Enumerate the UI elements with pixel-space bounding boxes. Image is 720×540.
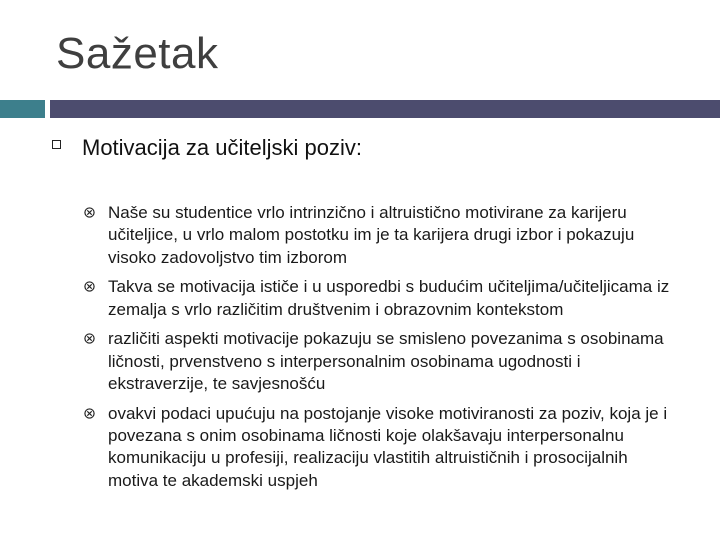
circled-x-bullet-icon — [84, 202, 108, 218]
sub-bullet-item — [84, 328, 674, 395]
sub-bullet-item — [84, 403, 674, 493]
sub-bullet-item — [84, 276, 674, 321]
sub-bullet-text: Takva se motivacija ističe i u usporedbi s budućim učiteljima/učiteljicama iz zemalja s vrlo različitim društvenim i obrazovnim kontekstom — [108, 277, 670, 319]
sub-bullet-item — [84, 202, 674, 269]
square-bullet-icon — [50, 134, 82, 149]
circled-x-bullet-icon — [84, 403, 108, 419]
sub-bullet-text: Naše su studentice vrlo intrinzično i altruistično motivirane za karijeru učiteljice, u vrlo malom postotku im je ta karijera drugi izbor i pokazuju visoko zadovoljstvo tim izborom — [108, 203, 635, 267]
slide-title: Sažetak — [56, 29, 219, 78]
sub-bullet-text: ovakvi podaci upućuju na postojanje visoke motiviranosti za poziv, koja je i povezana s onim osobinama ličnosti koje olakšavaju interpersonalnu komunikaciju u profesiji, realizaciju vlastitih altruističnih i prosocijalnih motiva te akademski uspjeh — [108, 403, 668, 490]
sub-bullet-text: različiti aspekti motivacije pokazuju se smisleno povezanima s osobinama ličnosti, prvenstveno s interpersonalnim osobinama ugodnosti i ekstraverzije, te savjesnošću — [108, 329, 664, 394]
title-accent-block — [0, 100, 45, 118]
main-bullet-item — [50, 134, 690, 163]
circled-x-bullet-icon — [84, 328, 108, 344]
main-bullet-text: Motivacija za učiteljski poziv: — [82, 135, 362, 160]
title-rule — [50, 100, 720, 118]
sub-bullet-list — [84, 202, 674, 499]
circled-x-bullet-icon — [84, 276, 108, 292]
